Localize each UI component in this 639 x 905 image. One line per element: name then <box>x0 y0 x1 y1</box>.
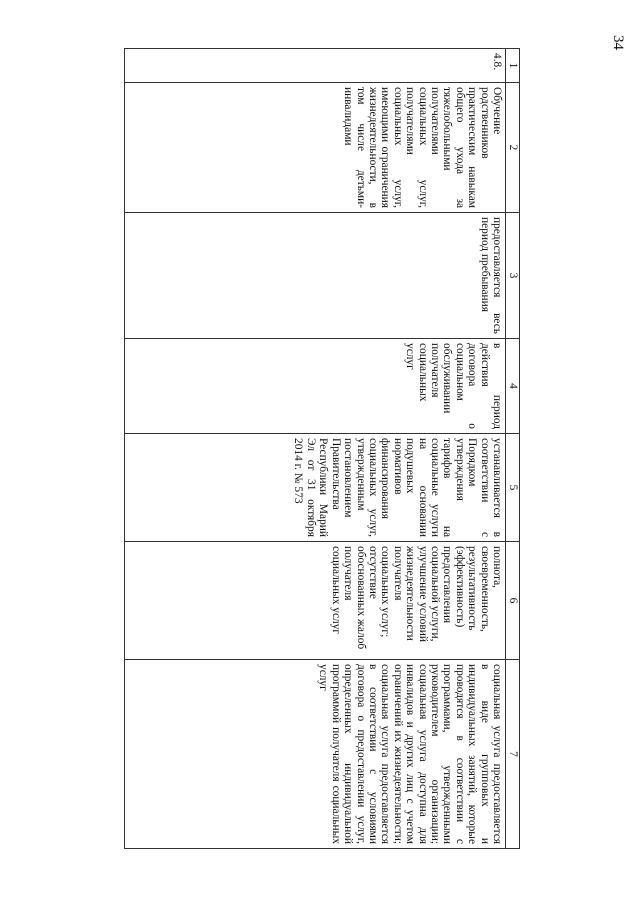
row-number: 4.8. <box>125 49 506 83</box>
service-term: в период действия договора о социальном обслуживании получателя социальных услуг <box>125 339 506 434</box>
service-quality: полнота, своевременность, результативность (эффективность) предоставления социальной услуги, улучшение условий жизнедеятельности получателя социальных услуг; отсутствие обоснованных жалоб получателя социальных услуг <box>125 542 506 660</box>
table-row <box>125 49 506 849</box>
header-cell-1: 1 <box>506 49 520 83</box>
header-cell-3: 3 <box>506 213 520 339</box>
header-cell-5: 5 <box>506 434 520 542</box>
header-cell-7: 7 <box>506 660 520 849</box>
rotated-table-container <box>120 48 520 848</box>
service-period: предоставляется весь период пребывания <box>125 213 506 339</box>
page-number: 34 <box>610 35 626 50</box>
service-name: Обучение родственников практическим навыкам общего ухода за тяжелобольными получателями социальных услуг, получателями социальных услуг, имеющими ограничения жизнедеятельности, в том числе детьми-инвалидами <box>125 83 506 213</box>
services-table <box>124 48 520 849</box>
header-cell-4: 4 <box>506 339 520 434</box>
service-tariff: устанавливается в соответствии с Порядком утверждения тарифов на социальные услуги на основании подушевых нормативов финансирования социальных услуг, утвержденным постановлением Правительства Республики Марий Эл от 31 октября 2014 г. № 573 <box>125 434 506 542</box>
table-header-row <box>506 49 520 849</box>
header-cell-6: 6 <box>506 542 520 660</box>
service-conditions: социальная услуга предоставляется в виде групповых и индивидуальных занятий, которые проводятся в соответствии с программами, утвержденными руководителем организации; социальная услуга доступна для инвалидов и других лиц с учетом ограничений их жизнедеятельности; социальная услуга предоставляется в соответствии с условиями договора о предоставлении услуг, определенных индивидуальной программой получателя социальных услуг <box>125 660 506 849</box>
header-cell-2: 2 <box>506 83 520 213</box>
